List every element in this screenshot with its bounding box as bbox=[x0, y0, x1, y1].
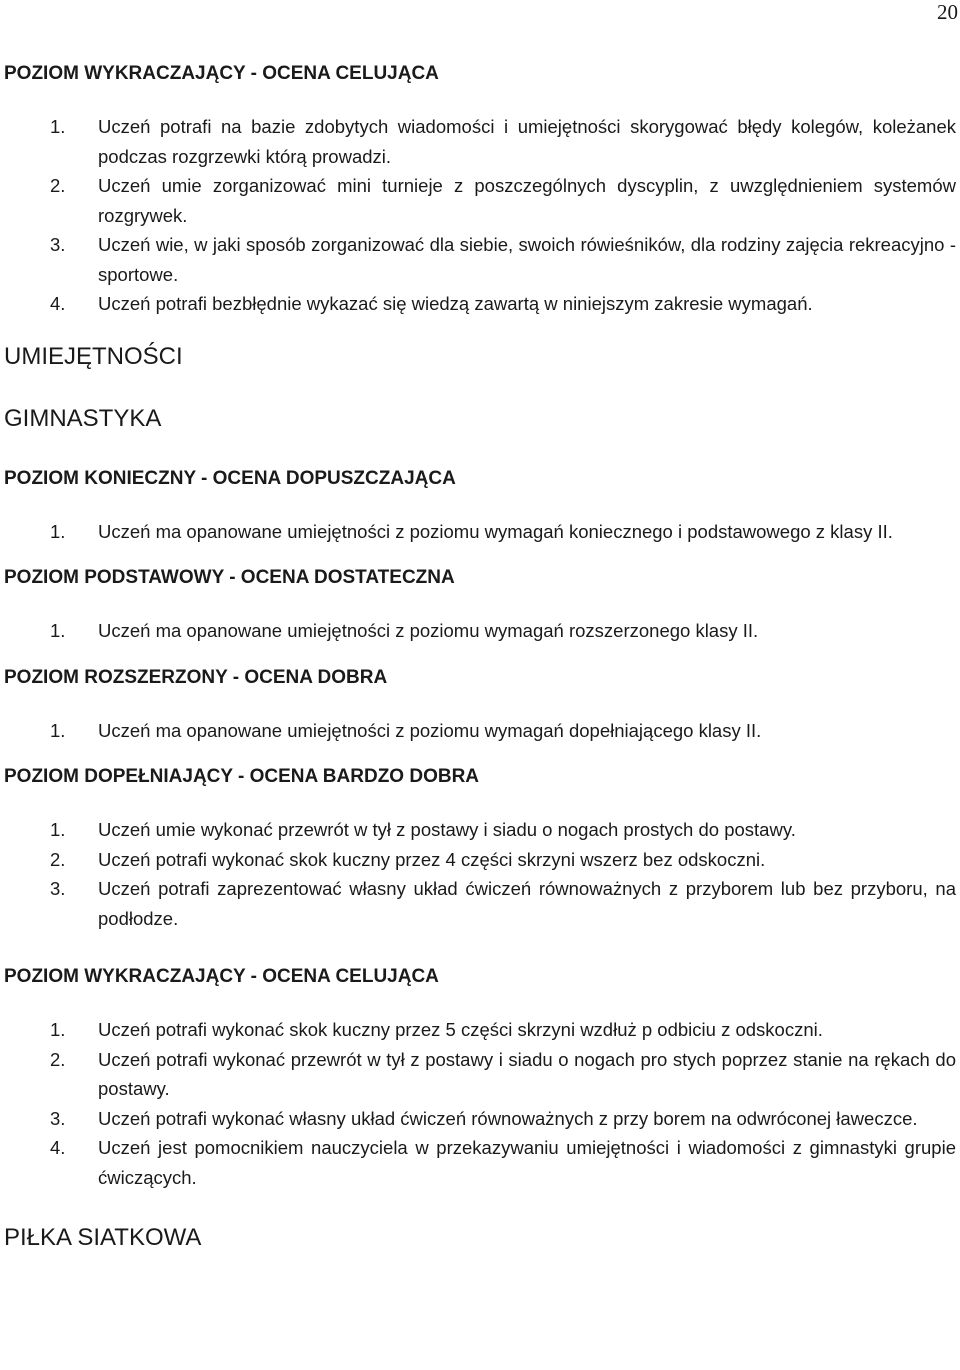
list-item bbox=[4, 517, 958, 547]
level-heading-rozszerzony: POZIOM ROZSZERZONY - OCENA DOBRA bbox=[4, 666, 388, 688]
item-text: Uczeń wie, w jaki sposób zorganizować dla siebie, swoich rówieśników, dla rodziny zajęcia rekreacyjno - sportowe. bbox=[98, 234, 956, 285]
list-item bbox=[4, 874, 958, 933]
list-item bbox=[4, 289, 958, 319]
item-number: 1. bbox=[50, 520, 66, 542]
item-text: Uczeń umie wykonać przewrót w tył z postawy i siadu o nogach prostych do postawy. bbox=[98, 819, 796, 840]
list-dopelniajacy bbox=[4, 815, 958, 933]
list-item bbox=[4, 1133, 958, 1192]
list-item bbox=[4, 716, 958, 746]
section-heading-pilka-siatkowa: PIŁKA SIATKOWA bbox=[4, 1224, 202, 1251]
item-number: 4. bbox=[50, 1137, 66, 1158]
section-heading-umiejetnosci: UMIEJĘTNOŚCI bbox=[4, 342, 183, 370]
level-heading-wykraczajacy-2: POZIOM WYKRACZAJĄCY - OCENA CELUJĄCA bbox=[4, 966, 439, 987]
item-text: Uczeń ma opanowane umiejętności z poziomu wymagań rozszerzonego klasy II. bbox=[98, 620, 759, 641]
item-number: 1. bbox=[50, 719, 66, 741]
list-wykraczajacy-1 bbox=[4, 112, 958, 319]
item-number: 1. bbox=[50, 620, 66, 641]
item-text: Uczeń jest pomocnikiem nauczyciela w przekazywaniu umiejętności i wiadomości z gimnastyki grupie ćwiczących. bbox=[98, 1137, 956, 1188]
page-number: 20 bbox=[937, 0, 958, 24]
list-item bbox=[4, 845, 958, 875]
item-text: Uczeń potrafi wykonać skok kuczny przez 4 części skrzyni wszerz bez odskoczni. bbox=[98, 848, 766, 870]
document-body bbox=[4, 60, 958, 1254]
item-text: Uczeń potrafi na bazie zdobytych wiadomości i umiejętności skorygować błędy kolegów, koleżanek podczas rozgrzewki którą prowadzi. bbox=[98, 116, 956, 167]
item-text: Uczeń potrafi bezbłędnie wykazać się wiedzą zawartą w niniejszym zakresie wymagań. bbox=[98, 293, 813, 314]
item-number: 2. bbox=[50, 1048, 66, 1070]
item-number: 3. bbox=[50, 234, 66, 255]
list-item bbox=[4, 1045, 958, 1104]
item-number: 1. bbox=[50, 819, 66, 840]
list-rozszerzony bbox=[4, 716, 958, 746]
item-text: Uczeń potrafi wykonać skok kuczny przez 5 części skrzyni wzdłuż p odbiciu z odskoczni. bbox=[98, 1019, 823, 1040]
section-heading-gimnastyka: GIMNASTYKA bbox=[4, 404, 162, 432]
list-item bbox=[4, 815, 958, 845]
item-text: Uczeń umie zorganizować mini turnieje z poszczególnych dyscyplin, z uwzględnieniem systemów rozgrywek. bbox=[98, 175, 956, 226]
list-wykraczajacy-2 bbox=[4, 1015, 958, 1192]
item-number: 2. bbox=[50, 848, 66, 870]
item-number: 3. bbox=[50, 1107, 66, 1129]
level-heading-konieczny: POZIOM KONIECZNY - OCENA DOPUSZCZAJĄCA bbox=[4, 467, 456, 489]
list-item bbox=[4, 230, 958, 289]
list-item bbox=[4, 616, 958, 646]
list-konieczny bbox=[4, 517, 958, 547]
list-item bbox=[4, 112, 958, 171]
item-number: 3. bbox=[50, 878, 66, 899]
level-heading-wykraczajacy-1: POZIOM WYKRACZAJĄCY - OCENA CELUJĄCA bbox=[4, 63, 439, 84]
item-number: 1. bbox=[50, 116, 66, 137]
item-text: Uczeń potrafi wykonać przewrót w tył z postawy i siadu o nogach pro stych poprzez stanie na rękach do postawy. bbox=[98, 1048, 956, 1099]
list-item bbox=[4, 1015, 958, 1045]
level-heading-dopelniajacy: POZIOM DOPEŁNIAJĄCY - OCENA BARDZO DOBRA bbox=[4, 766, 480, 787]
item-number: 1. bbox=[50, 1019, 66, 1040]
list-item bbox=[4, 1104, 958, 1134]
item-text: Uczeń ma opanowane umiejętności z poziomu wymagań koniecznego i podstawowego z klasy II. bbox=[98, 520, 893, 542]
item-text: Uczeń ma opanowane umiejętności z poziomu wymagań dopełniającego klasy II. bbox=[98, 719, 762, 741]
item-text: Uczeń potrafi zaprezentować własny układ ćwiczeń równoważnych z przyborem lub bez przyboru, na podłodze. bbox=[98, 878, 956, 929]
item-text: Uczeń potrafi wykonać własny układ ćwiczeń równoważnych z przy borem na odwróconej ławeczce. bbox=[98, 1107, 918, 1129]
level-heading-podstawowy: POZIOM PODSTAWOWY - OCENA DOSTATECZNA bbox=[4, 567, 455, 588]
list-item bbox=[4, 171, 958, 230]
item-number: 4. bbox=[50, 293, 66, 314]
list-podstawowy bbox=[4, 616, 958, 646]
item-number: 2. bbox=[50, 175, 66, 196]
